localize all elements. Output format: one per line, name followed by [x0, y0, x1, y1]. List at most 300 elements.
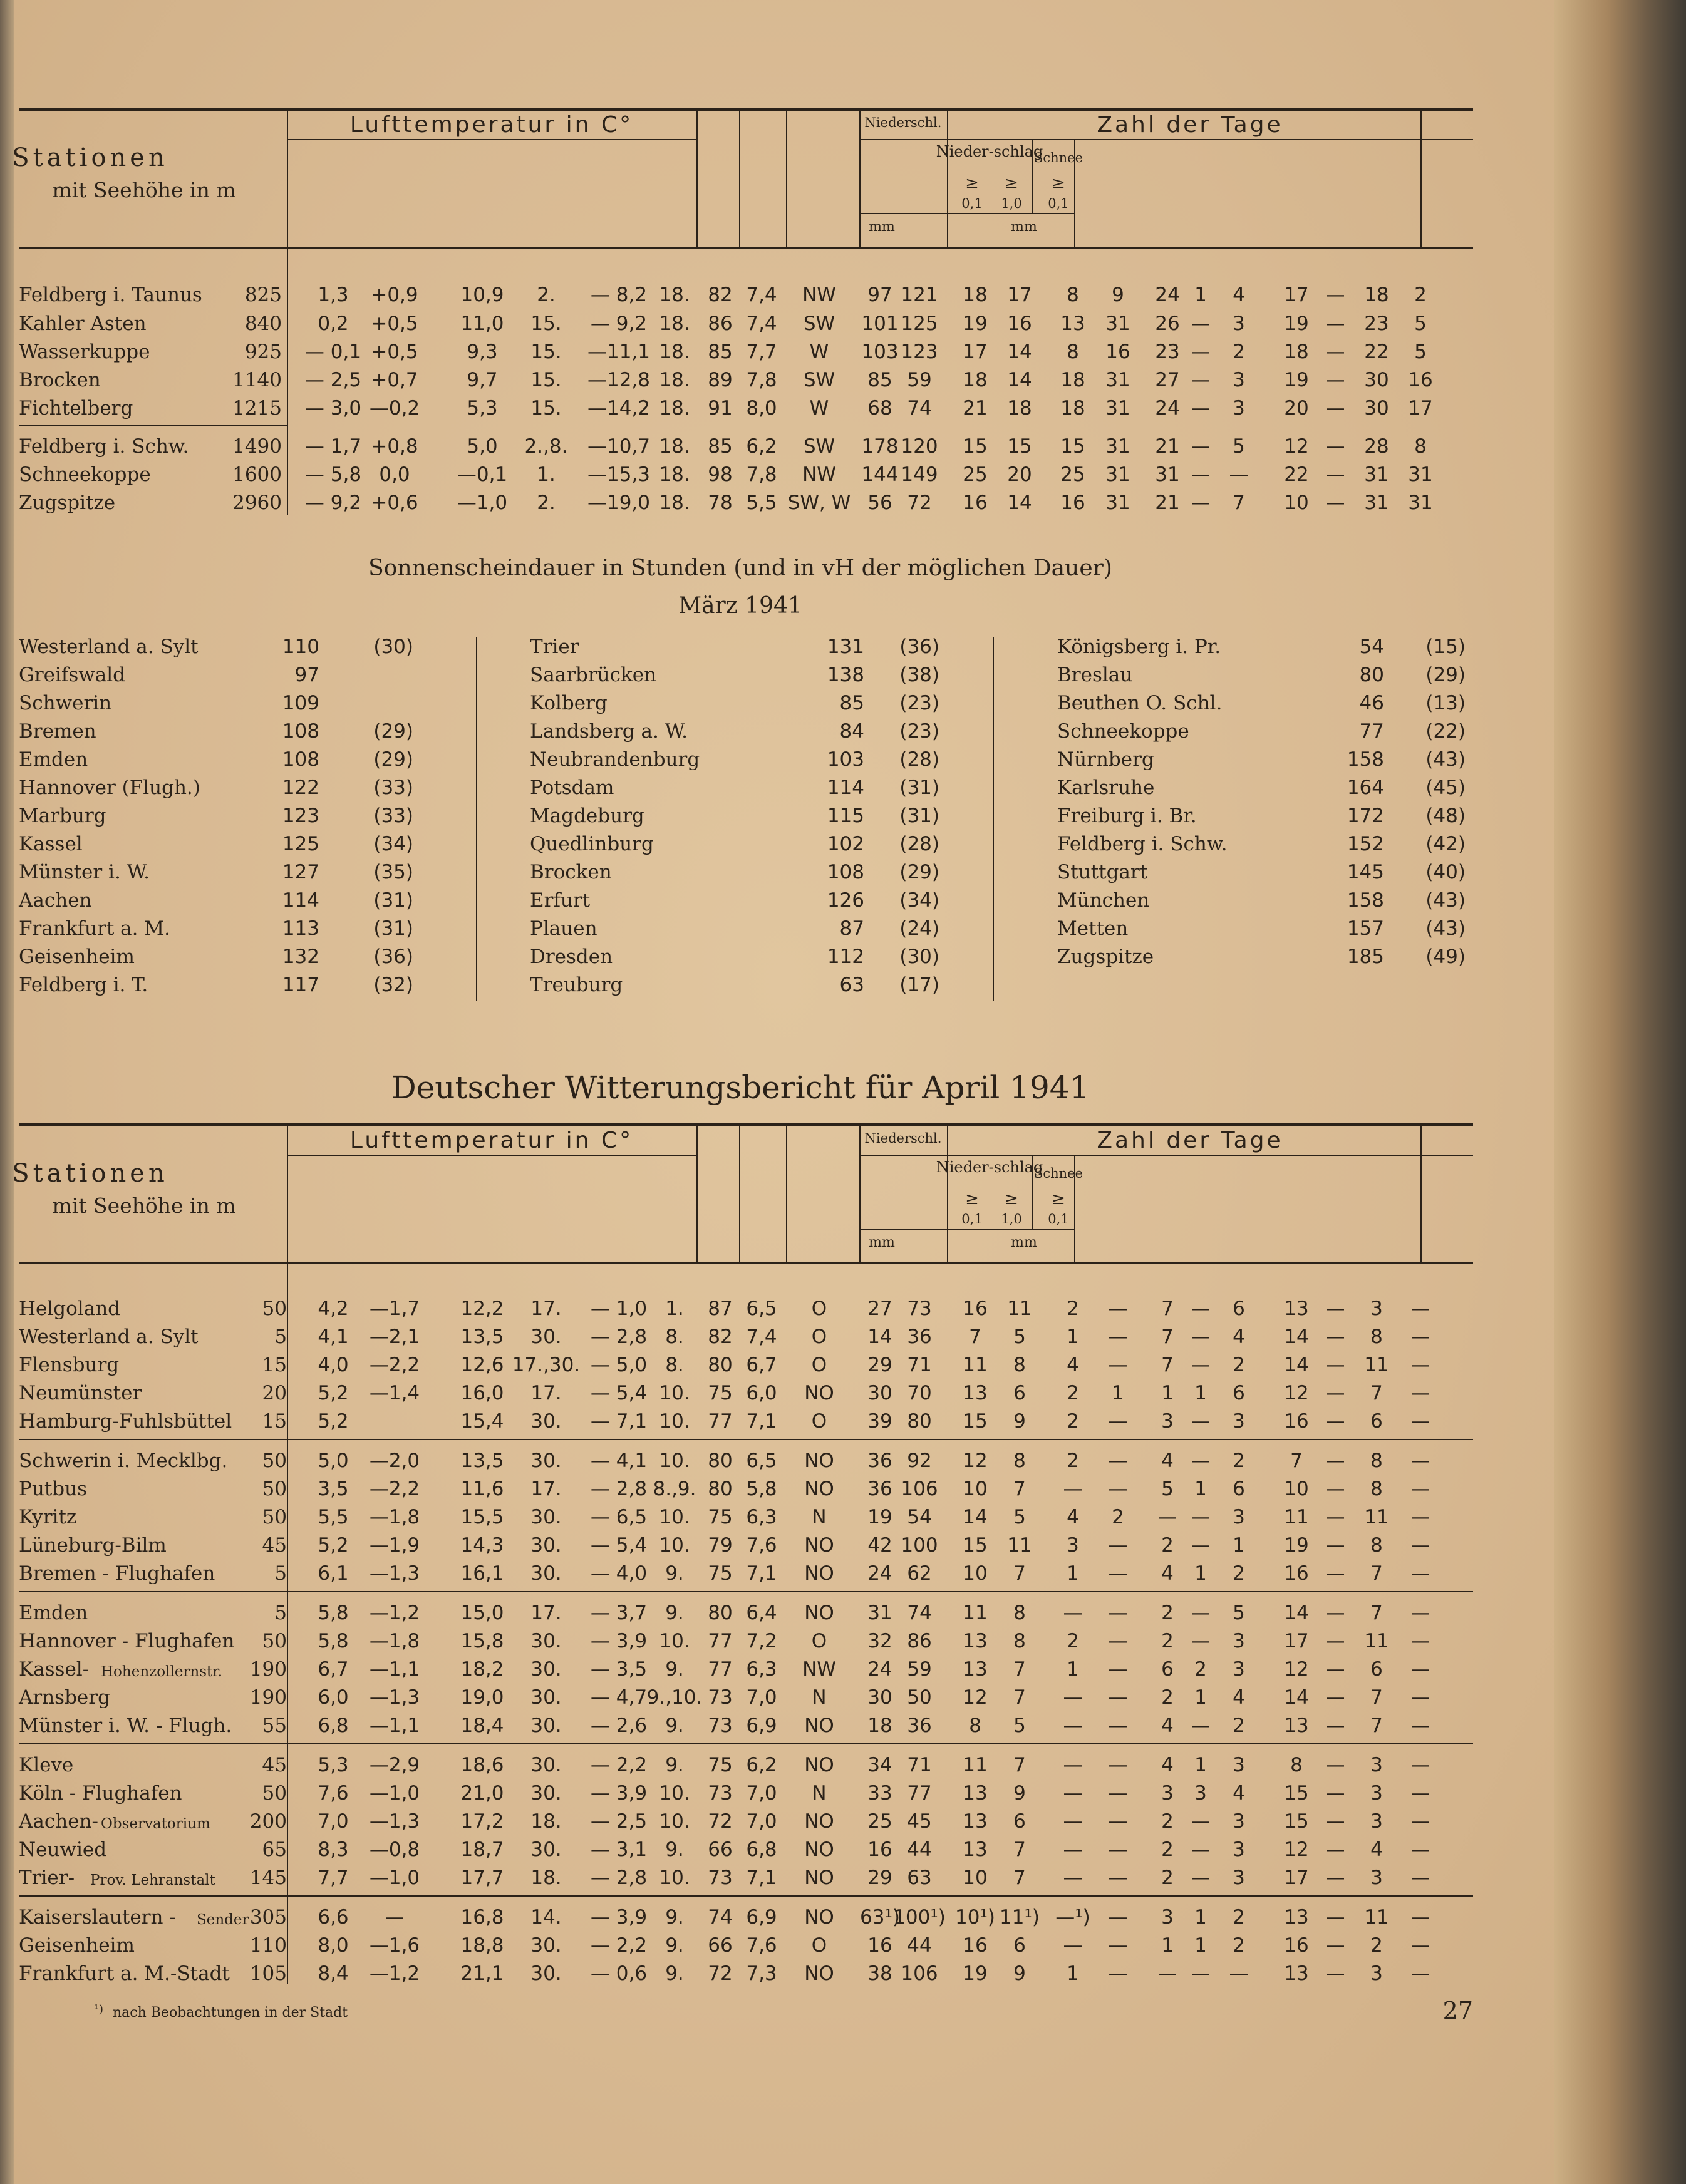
data-cell: SW: [803, 369, 835, 391]
book-edge-right: [1554, 0, 1686, 2184]
data-cell: —1,0: [457, 492, 508, 514]
data-cell: 5,8: [318, 1602, 349, 1624]
data-cell: 30: [1364, 397, 1389, 420]
station-elevation: 50: [262, 1506, 287, 1528]
data-cell: 18: [1007, 397, 1032, 420]
data-cell: 18: [867, 1714, 892, 1737]
sunshine-hours: 114: [282, 889, 319, 912]
data-cell: 5,5: [746, 492, 777, 514]
data-cell: 7: [1161, 1354, 1174, 1376]
data-cell: 77: [907, 1782, 932, 1805]
data-cell: 19: [963, 312, 988, 335]
data-cell: 31: [1105, 492, 1130, 514]
data-cell: — 5,4: [590, 1534, 648, 1557]
data-cell: 18,2: [460, 1658, 504, 1681]
data-cell: 29: [867, 1867, 892, 1889]
station-elevation: 840: [244, 312, 282, 335]
data-cell: —: [1191, 397, 1211, 420]
station-name-sub: Sender: [197, 1912, 249, 1928]
data-cell: 86: [907, 1630, 932, 1652]
data-cell: SW: [803, 435, 835, 458]
data-cell: —: [1410, 1686, 1430, 1709]
station-name: Aachen-: [19, 1810, 98, 1833]
sunshine-percent: (23): [899, 692, 939, 714]
station-name: Hamburg-Fuhlsbüttel: [19, 1410, 232, 1433]
data-cell: —: [1108, 1714, 1128, 1737]
data-cell: 2: [1161, 1810, 1174, 1833]
ge-sign: ≥: [965, 174, 979, 193]
data-cell: 85: [708, 341, 733, 363]
station-name: Geisenheim: [19, 1934, 135, 1957]
data-cell: —1,8: [369, 1630, 420, 1652]
data-cell: 31: [1364, 492, 1389, 514]
data-cell: —1,3: [369, 1562, 420, 1585]
data-cell: 1: [1067, 1962, 1079, 1985]
data-cell: — 2,2: [590, 1934, 648, 1957]
data-cell: 30.: [530, 1562, 562, 1585]
data-cell: 21,1: [460, 1962, 504, 1985]
data-cell: 9.: [665, 1602, 684, 1624]
sunshine-hours: 158: [1347, 748, 1384, 771]
sunshine-station: Quedlinburg: [530, 833, 654, 855]
page-content: [12, 0, 1473, 2184]
data-cell: —: [1108, 1906, 1128, 1929]
data-cell: 16: [867, 1838, 892, 1861]
sunshine-station: Bremen: [19, 720, 96, 743]
data-cell: 63¹): [860, 1906, 900, 1929]
sunshine-hours: 113: [282, 917, 319, 940]
station-name: Wasserkuppe: [19, 341, 150, 363]
station-name: Feldberg i. Schw.: [19, 435, 189, 458]
data-cell: 68: [867, 397, 892, 420]
sunshine-percent: (31): [899, 805, 939, 827]
sunshine-hours: 80: [1359, 664, 1384, 686]
data-cell: —: [1325, 1782, 1345, 1805]
data-cell: 23: [1364, 312, 1389, 335]
data-cell: 6,7: [746, 1354, 777, 1376]
station-elevation: 1490: [232, 435, 282, 458]
station-name-sub: Observatorium: [101, 1816, 210, 1832]
data-cell: 22: [1364, 341, 1389, 363]
sunshine-hours: 54: [1359, 636, 1384, 658]
data-cell: 12,2: [460, 1297, 504, 1320]
sunshine-station: Emden: [19, 748, 88, 771]
data-cell: —: [1325, 1658, 1345, 1681]
data-cell: 16: [867, 1934, 892, 1957]
data-cell: 2: [1161, 1838, 1174, 1861]
station-name: Schwerin i. Mecklbg.: [19, 1450, 228, 1472]
data-cell: 4: [1370, 1838, 1383, 1861]
ge-sign: ≥: [1005, 1190, 1018, 1208]
data-cell: 2: [1414, 284, 1427, 306]
data-cell: NO: [804, 1962, 834, 1985]
data-cell: 5: [1161, 1478, 1174, 1500]
data-cell: 27: [867, 1297, 892, 1320]
data-cell: 11: [963, 1602, 988, 1624]
sunshine-station: Metten: [1057, 917, 1129, 940]
header-divider: [739, 110, 740, 247]
station-name: Helgoland: [19, 1297, 121, 1320]
zahl-group-label: Zahl der Tage: [1097, 112, 1283, 138]
sunshine-station: Potsdam: [530, 776, 614, 799]
data-cell: 121: [901, 284, 938, 306]
data-cell: —0,8: [369, 1838, 420, 1861]
station-elevation: 1215: [232, 397, 282, 420]
data-cell: 14: [867, 1326, 892, 1348]
data-cell: 77: [708, 1410, 733, 1433]
data-cell: —: [1325, 1562, 1345, 1585]
data-cell: 3: [1233, 1410, 1245, 1433]
data-cell: 16,8: [460, 1906, 504, 1929]
data-cell: — 3,1: [590, 1838, 648, 1861]
data-cell: —: [1410, 1354, 1430, 1376]
data-cell: 1.: [537, 463, 556, 486]
station-name: Trier-: [19, 1867, 75, 1889]
sunshine-percent: (22): [1425, 720, 1466, 743]
sunshine-station: Trier: [530, 636, 579, 658]
data-cell: 6: [1370, 1410, 1383, 1433]
data-cell: 10.: [659, 1867, 690, 1889]
data-cell: 1: [1112, 1382, 1124, 1404]
data-cell: 13: [1284, 1714, 1309, 1737]
data-cell: 14: [1007, 341, 1032, 363]
data-cell: 17.: [530, 1297, 562, 1320]
data-cell: 3: [1233, 1867, 1245, 1889]
data-cell: 87: [708, 1297, 733, 1320]
temp-group-rule: [287, 139, 696, 140]
station-elevation: 50: [262, 1782, 287, 1805]
data-cell: 16: [963, 1934, 988, 1957]
station-name: Feldberg i. Taunus: [19, 284, 202, 306]
stations-subtitle: mit Seehöhe in m: [52, 1193, 236, 1218]
data-cell: 6,0: [746, 1382, 777, 1404]
data-cell: 79: [708, 1534, 733, 1557]
data-cell: 15.: [530, 312, 562, 335]
data-cell: 7,8: [746, 463, 777, 486]
data-cell: 9.: [665, 1754, 684, 1776]
data-cell: 5,3: [467, 397, 498, 420]
data-cell: 2: [1161, 1686, 1174, 1709]
threshold-label: 0,1: [1048, 1212, 1069, 1227]
data-cell: —1,3: [369, 1686, 420, 1709]
data-cell: +0,5: [371, 312, 418, 335]
data-cell: 62: [907, 1562, 932, 1585]
data-cell: 16: [963, 1297, 988, 1320]
data-cell: +0,9: [371, 284, 418, 306]
data-cell: 3,5: [318, 1478, 349, 1500]
data-cell: — 5,4: [590, 1382, 648, 1404]
data-cell: —: [1410, 1838, 1430, 1861]
data-cell: 3: [1370, 1754, 1383, 1776]
data-cell: 14: [1284, 1602, 1309, 1624]
data-cell: —: [1063, 1754, 1083, 1776]
data-cell: 80: [708, 1450, 733, 1472]
data-cell: —: [1108, 1838, 1128, 1861]
data-cell: 7: [1370, 1602, 1383, 1624]
sunshine-hours: 102: [827, 833, 864, 855]
data-cell: 26: [1155, 312, 1180, 335]
data-cell: 73: [708, 1686, 733, 1709]
data-cell: 15,4: [460, 1410, 504, 1433]
data-cell: 144: [861, 463, 899, 486]
header-divider: [859, 110, 861, 247]
data-cell: 7,1: [746, 1867, 777, 1889]
data-cell: 14: [1284, 1354, 1309, 1376]
sunshine-station: Breslau: [1057, 664, 1133, 686]
data-cell: 8: [1067, 341, 1079, 363]
data-cell: 18.: [659, 284, 690, 306]
data-cell: 6: [1233, 1297, 1245, 1320]
data-cell: 6,7: [318, 1658, 349, 1681]
group-separator: [19, 1439, 1473, 1440]
data-cell: 8: [1013, 1602, 1026, 1624]
data-cell: O: [811, 1934, 827, 1957]
data-cell: 7,1: [746, 1410, 777, 1433]
data-cell: 36: [907, 1326, 932, 1348]
data-cell: 11,6: [460, 1478, 504, 1500]
data-cell: 7,6: [318, 1782, 349, 1805]
data-cell: — 3,9: [590, 1782, 648, 1805]
data-cell: 24: [867, 1658, 892, 1681]
sunshine-station: Frankfurt a. M.: [19, 917, 170, 940]
data-cell: NW: [802, 284, 836, 306]
data-cell: 8: [1370, 1534, 1383, 1557]
station-divider: [287, 249, 288, 515]
station-elevation: 200: [249, 1810, 287, 1833]
data-cell: 34: [867, 1754, 892, 1776]
sunshine-station: Neubrandenburg: [530, 748, 700, 771]
data-cell: 6: [1233, 1478, 1245, 1500]
stations-title: Stationen: [12, 1159, 168, 1188]
data-cell: 18: [1060, 397, 1085, 420]
data-cell: —1,7: [369, 1297, 420, 1320]
data-cell: 2.: [537, 492, 556, 514]
data-cell: 9.: [665, 1562, 684, 1585]
data-cell: —2,0: [369, 1450, 420, 1472]
sunshine-hours: 87: [839, 917, 864, 940]
data-cell: —: [1108, 1754, 1128, 1776]
data-cell: 72: [708, 1962, 733, 1985]
data-cell: 6,9: [746, 1906, 777, 1929]
station-name: Kahler Asten: [19, 312, 147, 335]
nieder-schlag-label: Nieder-schlag: [936, 143, 1043, 160]
data-cell: 4: [1067, 1354, 1079, 1376]
data-cell: — 7,1: [590, 1410, 648, 1433]
station-name: Bremen - Flughafen: [19, 1562, 215, 1585]
data-cell: — 3,0: [304, 397, 362, 420]
sunshine-hours: 114: [827, 776, 864, 799]
data-cell: —: [1191, 1962, 1211, 1985]
sunshine-percent: (30): [373, 636, 413, 658]
sunshine-hours: 108: [827, 861, 864, 883]
data-cell: 32: [867, 1630, 892, 1652]
ge-sign: ≥: [1052, 174, 1065, 193]
data-cell: 9.: [665, 1838, 684, 1861]
data-cell: 4,1: [318, 1326, 349, 1348]
data-cell: 8: [969, 1714, 981, 1737]
data-cell: —: [1191, 1410, 1211, 1433]
header-divider: [786, 1125, 787, 1262]
data-cell: 19: [1284, 1534, 1309, 1557]
data-cell: 8: [1067, 284, 1079, 306]
station-elevation: 1140: [232, 369, 282, 391]
data-cell: —: [1063, 1714, 1083, 1737]
sunshine-percent: (45): [1425, 776, 1466, 799]
data-cell: 4: [1161, 1450, 1174, 1472]
data-cell: 30.: [530, 1934, 562, 1957]
data-cell: 16: [1408, 369, 1433, 391]
data-cell: 85: [867, 369, 892, 391]
data-cell: 3: [1233, 1658, 1245, 1681]
data-cell: —: [1325, 1934, 1345, 1957]
data-cell: 14: [1284, 1686, 1309, 1709]
data-cell: — 0,1: [304, 341, 362, 363]
data-cell: —: [1325, 312, 1345, 335]
zahl-group-label: Zahl der Tage: [1097, 1128, 1283, 1153]
station-name: Brocken: [19, 369, 101, 391]
data-cell: 9.: [665, 1906, 684, 1929]
data-cell: 16: [1284, 1410, 1309, 1433]
data-cell: 2.,8.: [524, 435, 568, 458]
data-cell: 10.: [659, 1506, 690, 1528]
data-cell: 6,0: [318, 1686, 349, 1709]
data-cell: 15,0: [460, 1602, 504, 1624]
data-cell: 12: [1284, 1658, 1309, 1681]
data-cell: — 0,6: [590, 1962, 648, 1985]
zahl-group-rule: [859, 139, 1473, 140]
data-cell: 19: [867, 1506, 892, 1528]
station-name: Frankfurt a. M.-Stadt: [19, 1962, 230, 1985]
data-cell: —: [1191, 369, 1211, 391]
data-cell: NO: [804, 1754, 834, 1776]
data-cell: 20: [1007, 463, 1032, 486]
data-cell: — 6,5: [590, 1506, 648, 1528]
data-cell: —: [1191, 492, 1211, 514]
data-cell: 21: [1155, 492, 1180, 514]
data-cell: 6: [1013, 1810, 1026, 1833]
station-name: Emden: [19, 1602, 88, 1624]
data-cell: 125: [901, 312, 938, 335]
sunshine-hours: 157: [1347, 917, 1384, 940]
sunshine-hours: 108: [282, 748, 319, 771]
data-cell: 21: [963, 397, 988, 420]
data-cell: 36: [867, 1478, 892, 1500]
niederschl-label: Niederschl.: [864, 115, 942, 130]
data-cell: 15: [1007, 435, 1032, 458]
data-cell: 16: [963, 492, 988, 514]
data-cell: 106: [901, 1962, 938, 1985]
data-cell: —1,2: [369, 1602, 420, 1624]
sunshine-percent: (42): [1425, 833, 1466, 855]
data-cell: —: [1325, 397, 1345, 420]
header-divider: [287, 110, 288, 247]
station-elevation: 50: [262, 1297, 287, 1320]
data-cell: 5: [1233, 435, 1245, 458]
data-cell: —: [1191, 1714, 1211, 1737]
station-elevation: 105: [249, 1962, 287, 1985]
data-cell: N: [812, 1686, 827, 1709]
data-cell: —: [1063, 1602, 1083, 1624]
data-cell: 25: [1060, 463, 1085, 486]
data-cell: 7: [1013, 1838, 1026, 1861]
station-elevation: 50: [262, 1630, 287, 1652]
sunshine-hours: 145: [1347, 861, 1384, 883]
data-cell: 18.: [659, 435, 690, 458]
data-cell: 2: [1233, 1450, 1245, 1472]
data-cell: — 2,8: [590, 1478, 648, 1500]
data-cell: 7,1: [746, 1562, 777, 1585]
data-cell: 3: [1233, 1754, 1245, 1776]
table-top-rule: [19, 108, 1473, 111]
station-name: Kyritz: [19, 1506, 77, 1528]
data-cell: 11: [963, 1754, 988, 1776]
data-cell: 71: [907, 1754, 932, 1776]
data-cell: 75: [708, 1562, 733, 1585]
data-cell: 6: [1013, 1382, 1026, 1404]
data-cell: 4: [1233, 1782, 1245, 1805]
data-cell: 30.: [530, 1838, 562, 1861]
data-cell: —1,1: [369, 1658, 420, 1681]
sunshine-station: Dresden: [530, 945, 613, 968]
data-cell: —: [1410, 1602, 1430, 1624]
data-cell: 1: [1161, 1934, 1174, 1957]
data-cell: 80: [708, 1602, 733, 1624]
data-cell: 17: [1007, 284, 1032, 306]
data-cell: O: [811, 1326, 827, 1348]
data-cell: 13: [1060, 312, 1085, 335]
station-elevation: 45: [262, 1534, 287, 1557]
data-cell: 7: [1290, 1450, 1303, 1472]
data-cell: 45: [907, 1810, 932, 1833]
data-cell: —1,1: [369, 1714, 420, 1737]
data-cell: 66: [708, 1838, 733, 1861]
data-cell: —1,3: [369, 1810, 420, 1833]
sunshine-percent: (33): [373, 776, 413, 799]
sunshine-hours: 109: [282, 692, 319, 714]
data-cell: 7: [1233, 492, 1245, 514]
station-name: Kaiserslautern -: [19, 1906, 176, 1929]
data-cell: 1: [1194, 1382, 1207, 1404]
data-cell: 42: [867, 1534, 892, 1557]
data-cell: 18: [963, 284, 988, 306]
data-cell: 71: [907, 1354, 932, 1376]
data-cell: —: [1063, 1478, 1083, 1500]
data-cell: 2: [1161, 1534, 1174, 1557]
header-divider: [859, 1125, 861, 1262]
data-cell: 17: [1284, 1630, 1309, 1652]
data-cell: 7: [1370, 1686, 1383, 1709]
sunshine-percent: (23): [899, 720, 939, 743]
mm-rule-2: [859, 1228, 947, 1230]
data-cell: —: [1325, 341, 1345, 363]
data-cell: 6,6: [318, 1906, 349, 1929]
data-cell: 11¹): [1000, 1906, 1040, 1929]
data-cell: 5: [1414, 341, 1427, 363]
data-cell: 3: [1370, 1867, 1383, 1889]
data-cell: 80: [708, 1354, 733, 1376]
ge-sign: ≥: [1005, 174, 1018, 193]
data-cell: — 2,8: [590, 1867, 648, 1889]
station-elevation: 15: [262, 1354, 287, 1376]
unit-mm: mm: [869, 1235, 895, 1250]
data-cell: 74: [907, 1602, 932, 1624]
sunshine-hours: 84: [839, 720, 864, 743]
data-cell: 6,8: [746, 1838, 777, 1861]
data-cell: 0,0: [379, 463, 410, 486]
station-elevation: 15: [262, 1410, 287, 1433]
data-cell: 5: [1013, 1506, 1026, 1528]
sunshine-hours: 164: [1347, 776, 1384, 799]
